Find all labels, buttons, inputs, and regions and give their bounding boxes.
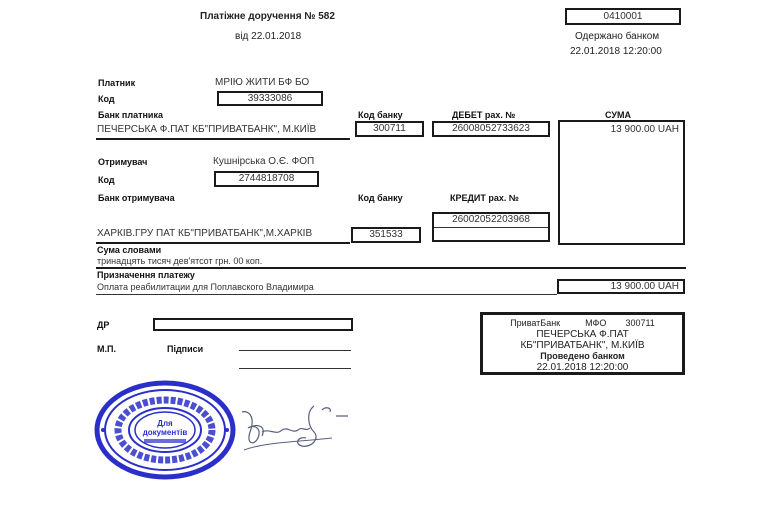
recipient-bank-label: Банк отримувача [98, 193, 175, 203]
mfo-label: МФО [585, 318, 607, 328]
recipient-bank-underline [96, 242, 350, 244]
debit-account-box [432, 121, 550, 137]
bank-stamp-line2: ПЕЧЕРСЬКА Ф.ПАТ [536, 329, 629, 340]
sum-words-value: тринадцять тисяч дев'ятсот грн. 00 коп. [97, 256, 263, 266]
payer-bank-code-box [355, 121, 424, 137]
purpose-amount-box [557, 279, 685, 294]
bank-stamp-line3: КБ"ПРИВАТБАНК", М.КИЇВ [520, 340, 645, 351]
svg-text:документів: документів [142, 428, 188, 437]
bank-name: ПриватБанк [510, 318, 561, 328]
recipient-bank-code: 351533 [369, 229, 403, 240]
sum-words-underline [96, 267, 686, 269]
document-title: Платіжне доручення № 582 [200, 11, 335, 22]
amount-value: 13 900.00 UAH [610, 124, 679, 135]
signature-line-2 [239, 368, 351, 369]
mp-label: М.П. [97, 344, 116, 354]
signature-icon [236, 402, 356, 462]
received-datetime: 22.01.2018 12:20:00 [570, 46, 662, 57]
credit-account-box [432, 212, 550, 242]
payer-bank-label: Банк платника [98, 110, 163, 120]
document-date: від 22.01.2018 [235, 31, 302, 42]
payer-bank-code: 300711 [373, 123, 406, 134]
company-seal [94, 380, 236, 480]
signature-line-1 [239, 350, 351, 351]
recipient-bank-code-label: Код банку [358, 193, 403, 203]
svg-text:Для: Для [157, 419, 173, 428]
handwritten-signature [236, 402, 356, 462]
recipient-name: Кушнірська О.Є. ФОП [213, 156, 315, 167]
payer-bank-code-label: Код банку [358, 110, 403, 120]
amount-box [558, 120, 685, 245]
form-code-box [565, 8, 681, 25]
purpose-underline [96, 294, 557, 295]
dr-label: ДР [97, 320, 110, 330]
debit-account-label: ДЕБЕТ рах. № [452, 110, 516, 120]
recipient-code-label: Код [98, 175, 115, 185]
payer-code: 39333086 [247, 93, 293, 104]
payer-code-box [217, 91, 323, 106]
sum-words-label: Сума словами [97, 245, 162, 255]
form-code: 0410001 [603, 11, 643, 22]
recipient-label: Отримувач [98, 157, 148, 167]
dr-field[interactable] [153, 318, 353, 331]
bank-mfo-line [483, 318, 682, 329]
seal-icon [94, 380, 236, 480]
payer-name: МРІЮ ЖИТИ БФ БО [215, 77, 310, 88]
purpose-label: Призначення платежу [97, 270, 195, 280]
recipient-code-box [214, 171, 319, 187]
recipient-code: 2744818708 [238, 173, 295, 184]
recipient-bank-name: ХАРКІВ.ГРУ ПАТ КБ"ПРИВАТБАНК",М.ХАРКІВ [97, 228, 313, 239]
signatures-label: Підписи [167, 344, 204, 354]
payer-code-label: Код [98, 94, 115, 104]
payer-bank-underline [96, 138, 350, 140]
bank-stamp-status: Проведено банком [540, 351, 625, 361]
bank-processed-stamp [480, 312, 685, 375]
amount-label: СУМА [605, 110, 631, 120]
debit-account: 26008052733623 [452, 123, 530, 134]
recipient-bank-code-box [351, 227, 421, 243]
mfo-value: 300711 [625, 318, 655, 328]
credit-account: 26002052203968 [434, 214, 548, 228]
bank-stamp-datetime: 22.01.2018 12:20:00 [536, 362, 629, 373]
purpose-amount: 13 900.00 UAH [610, 281, 679, 292]
purpose-value: Оплата реабилитации для Поплавского Владимира [97, 282, 314, 292]
payer-label: Платник [98, 78, 136, 88]
received-label: Одержано банком [575, 31, 660, 42]
credit-account-label: КРЕДИТ рах. № [450, 193, 519, 203]
payer-bank-name: ПЕЧЕРСЬКА Ф.ПАТ КБ"ПРИВАТБАНК", М.КИЇВ [97, 124, 317, 135]
